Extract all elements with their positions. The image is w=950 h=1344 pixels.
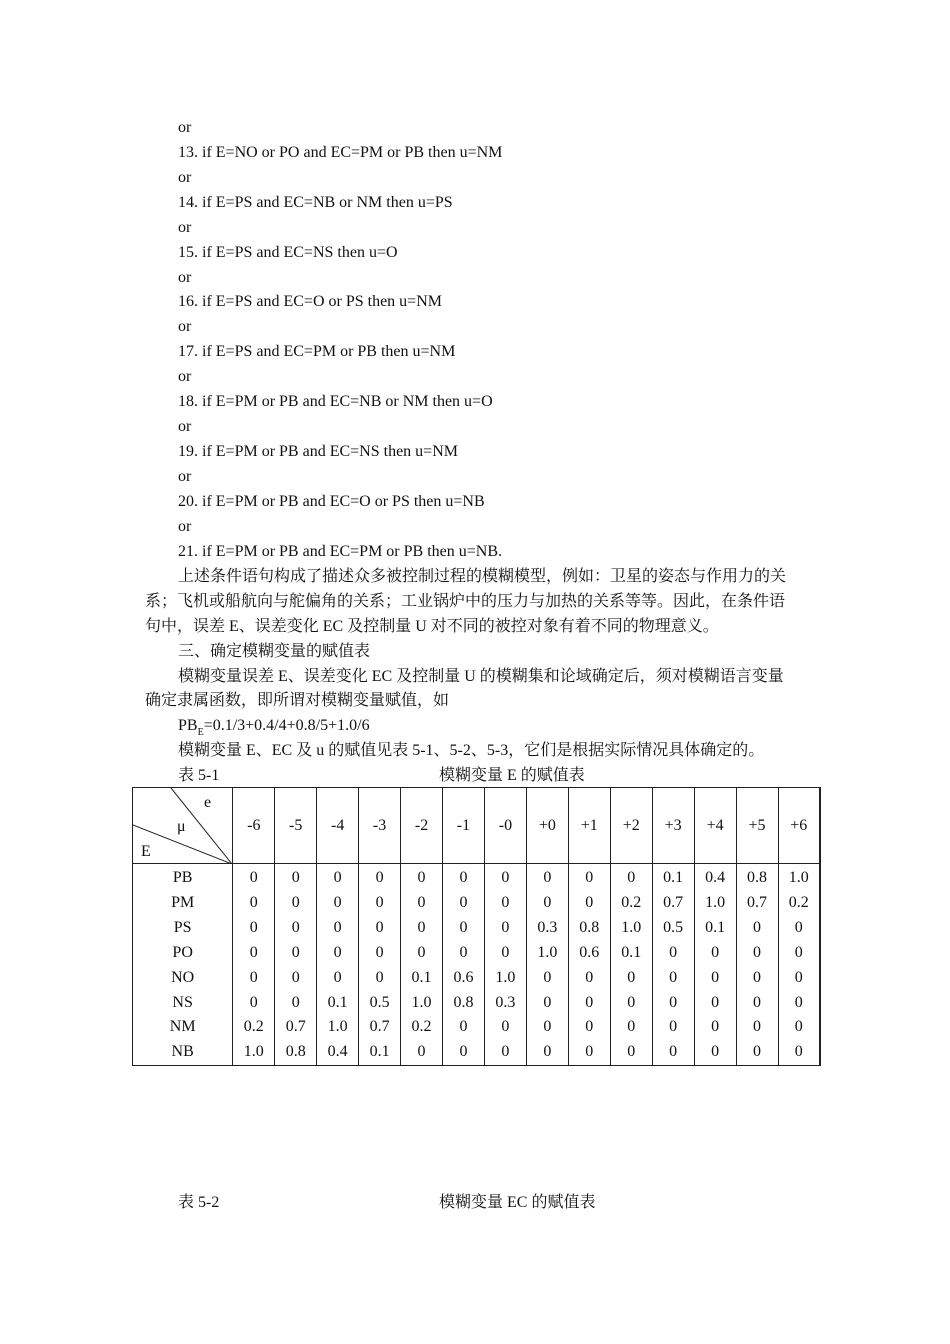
table-cell: 0 xyxy=(317,966,359,991)
corner-header-cell xyxy=(133,788,233,864)
table-cell: 0 xyxy=(568,864,610,891)
table-cell: 0.7 xyxy=(275,1015,317,1040)
column-header: +6 xyxy=(778,788,820,864)
table-cell: 0 xyxy=(275,941,317,966)
table-cell: 0 xyxy=(317,864,359,891)
table-cell: 0 xyxy=(317,916,359,941)
rule-line: 18. if E=PM or PB and EC=NB or NM then u=O xyxy=(178,393,493,410)
table-cell: 0 xyxy=(401,916,443,941)
table-cell: 0 xyxy=(401,941,443,966)
table-cell: 0 xyxy=(233,864,275,891)
rule-line: or xyxy=(178,318,192,335)
table-cell: 0 xyxy=(694,941,736,966)
row-label: PO xyxy=(133,941,233,966)
table-cell: 0 xyxy=(652,941,694,966)
rule-line: or xyxy=(178,368,192,385)
table-cell: 0 xyxy=(568,991,610,1016)
table-cell: 0 xyxy=(359,864,401,891)
row-label: NB xyxy=(133,1040,233,1065)
table2-label: 表 5-2 xyxy=(178,1194,220,1211)
table-cell: 0 xyxy=(526,966,568,991)
table-cell: 0 xyxy=(610,991,652,1016)
table-cell: 0 xyxy=(275,966,317,991)
rule-line: 21. if E=PM or PB and EC=PM or PB then u=NB. xyxy=(178,543,502,560)
row-label: NS xyxy=(133,991,233,1016)
table-cell: 0.1 xyxy=(317,991,359,1016)
paragraph-line: 模糊变量误差 E、误差变化 EC 及控制量 U 的模糊集和论域确定后，须对模糊语言变量 xyxy=(178,668,784,685)
rule-line: or xyxy=(178,418,192,435)
table-cell: 0 xyxy=(778,1015,820,1040)
table-cell: 0 xyxy=(233,891,275,916)
table-cell: 0 xyxy=(275,864,317,891)
table-cell: 0 xyxy=(736,991,778,1016)
table-cell: 0 xyxy=(233,916,275,941)
table-cell: 0 xyxy=(652,1040,694,1065)
column-header: -4 xyxy=(317,788,359,864)
table-cell: 1.0 xyxy=(484,966,526,991)
rule-line: or xyxy=(178,269,192,286)
table-cell: 0 xyxy=(736,966,778,991)
corner-label-mu: μ xyxy=(177,818,186,835)
table-row xyxy=(133,941,821,966)
column-header: -3 xyxy=(359,788,401,864)
table-cell: 0 xyxy=(484,1040,526,1065)
corner-label-E: E xyxy=(141,843,151,860)
table-cell: 0.1 xyxy=(652,864,694,891)
column-header: -0 xyxy=(484,788,526,864)
table-cell: 0 xyxy=(610,966,652,991)
column-header: +2 xyxy=(610,788,652,864)
row-label: NO xyxy=(133,966,233,991)
corner-label-e: e xyxy=(204,794,212,811)
table1-title: 模糊变量 E 的赋值表 xyxy=(439,767,585,784)
table-cell: 0 xyxy=(652,991,694,1016)
rule-line: or xyxy=(178,169,192,186)
table-cell: 0 xyxy=(275,991,317,1016)
rule-line: or xyxy=(178,219,192,236)
table-cell: 0 xyxy=(736,1040,778,1065)
table-cell: 0.2 xyxy=(233,1015,275,1040)
table-cell: 0.8 xyxy=(275,1040,317,1065)
rule-line: 13. if E=NO or PO and EC=PM or PB then u=NM xyxy=(178,144,503,161)
formula-prefix: PB xyxy=(178,717,198,734)
table-cell: 0 xyxy=(401,864,443,891)
table2-title: 模糊变量 EC 的赋值表 xyxy=(439,1194,596,1211)
table-cell: 0.4 xyxy=(694,864,736,891)
table-cell: 0 xyxy=(443,916,485,941)
table-cell: 0 xyxy=(443,891,485,916)
table-cell: 0 xyxy=(233,966,275,991)
table-cell: 0 xyxy=(610,1040,652,1065)
table-cell: 0 xyxy=(526,1015,568,1040)
table-row xyxy=(133,966,821,991)
table-cell: 0 xyxy=(359,941,401,966)
paragraph-tables: 模糊变量 E、EC 及 u 的赋值见表 5-1、5-2、5-3，它们是根据实际情况具体确定的。 xyxy=(178,742,765,759)
table-cell: 1.0 xyxy=(694,891,736,916)
table-cell: 1.0 xyxy=(610,916,652,941)
rule-line: or xyxy=(178,119,192,136)
row-label: NM xyxy=(133,1015,233,1040)
table-cell: 0 xyxy=(443,941,485,966)
row-label: PB xyxy=(133,864,233,891)
column-header: -1 xyxy=(443,788,485,864)
column-header: -2 xyxy=(401,788,443,864)
rule-line: 20. if E=PM or PB and EC=O or PS then u=NB xyxy=(178,493,485,510)
paragraph-line: 句中，误差 E、误差变化 EC 及控制量 U 对不同的被控对象有着不同的物理意义。 xyxy=(145,618,719,635)
table-cell: 0.1 xyxy=(610,941,652,966)
table-cell: 0 xyxy=(694,1015,736,1040)
table-cell: 0 xyxy=(568,1040,610,1065)
table-cell: 0 xyxy=(401,891,443,916)
table-cell: 0.7 xyxy=(359,1015,401,1040)
table-cell: 0 xyxy=(484,891,526,916)
table-cell: 1.0 xyxy=(526,941,568,966)
table-cell: 0.2 xyxy=(610,891,652,916)
table-cell: 0 xyxy=(484,916,526,941)
column-header: +0 xyxy=(526,788,568,864)
table-cell: 0 xyxy=(652,966,694,991)
column-header: -5 xyxy=(275,788,317,864)
fuzzy-table-e xyxy=(132,787,821,1066)
table-cell: 0 xyxy=(359,966,401,991)
table-cell: 0 xyxy=(233,991,275,1016)
table-cell: 0 xyxy=(736,941,778,966)
table-cell: 0 xyxy=(317,891,359,916)
table-cell: 0 xyxy=(484,941,526,966)
table-cell: 0.1 xyxy=(359,1040,401,1065)
table-cell: 0 xyxy=(526,864,568,891)
table-cell: 0.1 xyxy=(694,916,736,941)
table-cell: 0.3 xyxy=(526,916,568,941)
table-cell: 0 xyxy=(359,891,401,916)
table-cell: 0 xyxy=(778,916,820,941)
table-cell: 0.2 xyxy=(401,1015,443,1040)
paragraph-line: 系；飞机或船航向与舵偏角的关系；工业锅炉中的压力与加热的关系等等。因此，在条件语 xyxy=(145,593,786,610)
table-cell: 0 xyxy=(317,941,359,966)
table-cell: 0.6 xyxy=(568,941,610,966)
table-cell: 0 xyxy=(526,991,568,1016)
table-cell: 0 xyxy=(736,916,778,941)
rule-line: 15. if E=PS and EC=NS then u=O xyxy=(178,244,398,261)
table-row xyxy=(133,991,821,1016)
rule-line: or xyxy=(178,518,192,535)
section-heading: 三、确定模糊变量的赋值表 xyxy=(178,643,371,660)
table-cell: 0.6 xyxy=(443,966,485,991)
table-cell: 0 xyxy=(443,1040,485,1065)
table-cell: 0 xyxy=(610,1015,652,1040)
table-cell: 0 xyxy=(233,941,275,966)
table-row xyxy=(133,1040,821,1065)
table-cell: 0.7 xyxy=(736,891,778,916)
table-cell: 1.0 xyxy=(401,991,443,1016)
table-cell: 0.2 xyxy=(778,891,820,916)
rule-line: 14. if E=PS and EC=NB or NM then u=PS xyxy=(178,194,453,211)
rule-line: 17. if E=PS and EC=PM or PB then u=NM xyxy=(178,343,456,360)
table-cell: 0.3 xyxy=(484,991,526,1016)
column-header: -6 xyxy=(233,788,275,864)
table-cell: 0 xyxy=(778,966,820,991)
table-row xyxy=(133,864,821,891)
table-cell: 0 xyxy=(484,1015,526,1040)
formula-subscript: E xyxy=(197,727,204,738)
table-cell: 1.0 xyxy=(778,864,820,891)
table-cell: 0 xyxy=(694,966,736,991)
rule-line: or xyxy=(178,468,192,485)
table-cell: 0 xyxy=(275,916,317,941)
table-cell: 0 xyxy=(526,891,568,916)
table-cell: 0 xyxy=(568,966,610,991)
column-header: +3 xyxy=(652,788,694,864)
table-header-row xyxy=(133,788,821,864)
column-header: +1 xyxy=(568,788,610,864)
table-row xyxy=(133,1015,821,1040)
table-cell: 0 xyxy=(401,1040,443,1065)
table-cell: 0 xyxy=(736,1015,778,1040)
table-cell: 0 xyxy=(610,864,652,891)
table-body xyxy=(133,864,821,1066)
table-cell: 0 xyxy=(694,1040,736,1065)
formula xyxy=(178,716,370,738)
table-cell: 0 xyxy=(484,864,526,891)
table-cell: 0 xyxy=(568,891,610,916)
formula-rest: =0.1/3+0.4/4+0.8/5+1.0/6 xyxy=(203,717,370,734)
table-cell: 0.4 xyxy=(317,1040,359,1065)
table-cell: 0 xyxy=(778,991,820,1016)
paragraph-line: 确定隶属函数，即所谓对模糊变量赋值，如 xyxy=(145,692,450,709)
rule-line: 19. if E=PM or PB and EC=NS then u=NM xyxy=(178,443,458,460)
table-row xyxy=(133,891,821,916)
table-cell: 1.0 xyxy=(317,1015,359,1040)
table-cell: 0.8 xyxy=(443,991,485,1016)
table-cell: 0 xyxy=(359,916,401,941)
table-cell: 0 xyxy=(443,1015,485,1040)
table-cell: 0.8 xyxy=(568,916,610,941)
table-cell: 0 xyxy=(275,891,317,916)
table-cell: 0.5 xyxy=(359,991,401,1016)
table-cell: 0 xyxy=(568,1015,610,1040)
column-header: +4 xyxy=(694,788,736,864)
table-cell: 0 xyxy=(778,941,820,966)
table-cell: 0.7 xyxy=(652,891,694,916)
row-label: PM xyxy=(133,891,233,916)
rule-line: 16. if E=PS and EC=O or PS then u=NM xyxy=(178,293,442,310)
row-label: PS xyxy=(133,916,233,941)
paragraph-line: 上述条件语句构成了描述众多被控制过程的模糊模型，例如：卫星的姿态与作用力的关 xyxy=(178,568,787,585)
table-row xyxy=(133,916,821,941)
table-cell: 0.8 xyxy=(736,864,778,891)
table-cell: 0.1 xyxy=(401,966,443,991)
table-cell: 0 xyxy=(443,864,485,891)
table1-label: 表 5-1 xyxy=(178,767,220,784)
table-cell: 0 xyxy=(694,991,736,1016)
table-cell: 1.0 xyxy=(233,1040,275,1065)
table-cell: 0 xyxy=(526,1040,568,1065)
table-cell: 0 xyxy=(652,1015,694,1040)
column-header: +5 xyxy=(736,788,778,864)
table-cell: 0 xyxy=(778,1040,820,1065)
table-cell: 0.5 xyxy=(652,916,694,941)
